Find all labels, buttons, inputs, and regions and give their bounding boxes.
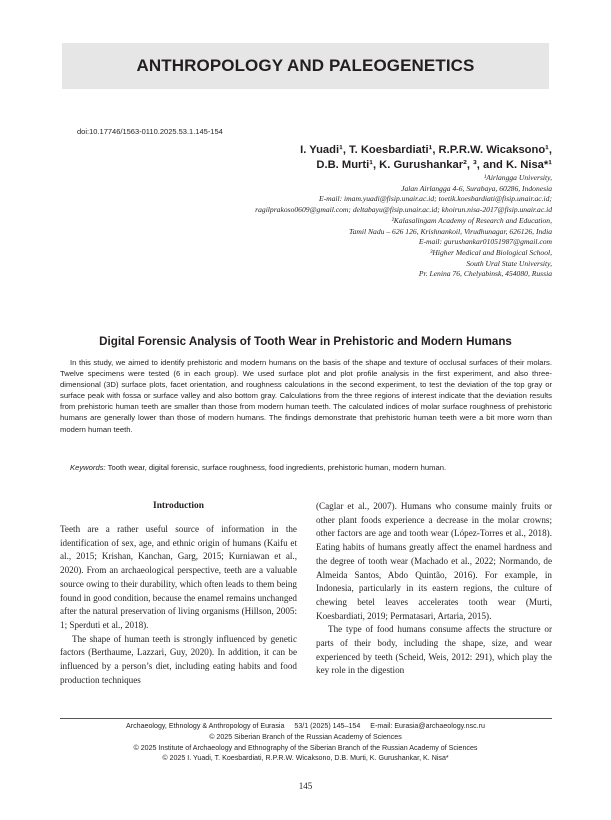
footer — [0, 721, 611, 764]
column-left — [60, 523, 297, 687]
footer-copyright: © 2025 I. Yuadi, T. Koesbardiati, R.P.R.W. Wicaksono, D.B. Murti, K. Gurushankar, K. Nisa* — [162, 754, 449, 763]
author-list — [300, 143, 552, 173]
affiliation-line: ¹Airlangga University, — [483, 173, 552, 182]
doi[interactable]: doi:10.17746/1563-0110.2025.53.1.145-154 — [77, 127, 223, 136]
affiliations — [82, 173, 552, 280]
paper-title: Digital Forensic Analysis of Tooth Wear in Prehistoric and Modern Humans — [99, 335, 512, 348]
section-banner — [62, 43, 549, 89]
affiliation-line: ³Higher Medical and Biological School, — [430, 247, 552, 257]
affiliation-line: Tamil Nadu – 626 126, Krishnankoil, Virudhunagar, 626126, India — [349, 226, 552, 236]
paragraph: The shape of human teeth is strongly influenced by genetic factors (Berthaume, Lazzari, Guy, 2020). In addition, it can be influenced by a person’s diet, including eating habits and food production techniques — [60, 633, 297, 685]
footer-copyright: © 2025 Siberian Branch of the Russian Academy of Sciences — [209, 732, 402, 741]
author-line-1: I. Yuadi¹, T. Koesbardiati¹, R.P.R.W. Wicaksono¹, — [300, 144, 552, 156]
page-number: 145 — [298, 781, 313, 791]
section-title: ANTHROPOLOGY AND PALEOGENETICS — [136, 56, 475, 75]
affiliation-line: South Ural State University, — [466, 258, 552, 268]
column-right — [316, 500, 552, 678]
abstract — [60, 357, 552, 435]
footer-journal-line — [0, 721, 611, 732]
paragraph: Teeth are a rather useful source of information in the identification of sex, age, and ethnic origin of humans (Kaifu et al., 2015; Krishan, Kanchan, Garg, 2015; Kurniawan et al., 2020). From an archaeological perspective, teeth are a valuable source owing to their durability, which often leads to them being found in good condition, because the enamel remains unchanged after the natural preservation of living organisms (Hillson, 2005: 1; Sperduti et al., 2018). — [60, 524, 297, 630]
affiliation-line: Jalan Airlangga 4-6, Surabaya, 60286, Indonesia — [401, 183, 552, 193]
keywords-label: Keywords: — [70, 463, 106, 472]
keywords-text: Tooth wear, digital forensic, surface roughness, food ingredients, prehistoric human, modern human. — [105, 463, 447, 472]
affiliation-email[interactable]: ragilprakoso0609@gmail.com; deltabayu@fisip.unair.ac.id; khoirun.nisa-2017@fisip.unair.ac.id — [255, 205, 552, 215]
affiliation-email[interactable]: E-mail: imam.yuadi@fisip.unair.ac.id; toetik.koesbardiati@fisip.unair.ac.id; — [318, 194, 552, 204]
footer-issue: 53/1 (2025) 145–154 — [294, 722, 361, 730]
affiliation-line: ²Kalasalingam Academy of Research and Education, — [391, 215, 552, 225]
abstract-text: In this study, we aimed to identify prehistoric and modern humans on the basis of the shape and texture of occlusal surfaces of their molars. Twelve specimens were tested (6 in each group). We used surface plot and plot profile analysis in the first experiment, and also three-dimensional (3D) surface plots, facet orientation, and roughness calculations in the second experiment, to test the deviation of the top gray or surface peak with fossa or surface valley and also bottom gray. Calculations from the three regions of interest indicate that the deviation results from prehistoric human teeth are smaller than those from modern human teeth. The calculated indices of molar surface roughness of prehistoric humans are generally lower than those of modern humans. The findings demonstrate that prehistoric human teeth were a bit more worn than modern human teeth. — [60, 358, 552, 434]
paragraph: The type of food humans consume affects the structure or parts of their body, including the shape, size, and wear experienced by teeth (Scheid, Weis, 2012: 291), which play the key role in the digestion — [316, 624, 552, 676]
footer-divider — [60, 718, 552, 719]
footer-email[interactable]: E-mail: Eurasia@archaeology.nsc.ru — [370, 722, 485, 730]
paragraph: (Caglar et al., 2007). Humans who consume mainly fruits or other plant foods experience a decrease in the molar crowns; other factors are age and tooth wear (López-Torres et al., 2018). Eating habits of humans greatly affect the enamel hardness and the degree of tooth wear (Machado et al., 2022; Normando, de Almeida Santos, Abdo Quintão, 2016). For example, in Indonesia, particularly in its eastern regions, the culture of chewing betel leaves accelerates tooth wear (Murti, Koesbardiati, 2019; Permatasari, Artaria, 2015). — [316, 501, 552, 621]
footer-journal: Archaeology, Ethnology & Anthropology of Eurasia — [126, 722, 285, 730]
footer-copyright: © 2025 Institute of Archaeology and Ethnography of the Siberian Branch of the Russian Academy of Sciences — [133, 743, 478, 752]
affiliation-email[interactable]: E-mail: gurushankar01051987@gmail.com — [418, 237, 552, 247]
keywords — [60, 462, 552, 473]
intro-heading: Introduction — [153, 501, 204, 511]
affiliation-line: Pr. Lenina 76, Chelyabinsk, 454080, Russia — [418, 269, 552, 279]
author-line-2: D.B. Murti¹, K. Gurushankar², ³, and K. Nisa*¹ — [316, 159, 552, 171]
